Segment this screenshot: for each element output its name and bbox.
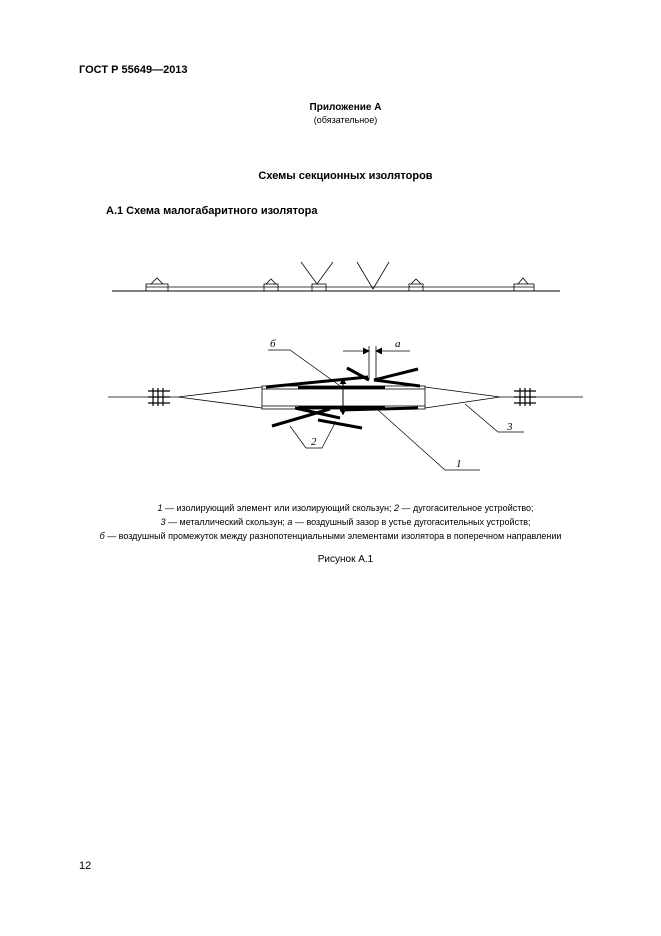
section-title: Схемы секционных изоляторов — [258, 170, 433, 182]
side-view — [112, 262, 560, 291]
annex-title: Приложение А — [309, 102, 382, 113]
subsection-title: А.1 Схема малогабаритного изолятора — [106, 205, 318, 217]
label-a: а — [395, 338, 401, 350]
label-b: б — [270, 338, 276, 350]
legend-line-3: б — воздушный промежуток между разнопотенциальными элементами изолятора в поперечном направлении — [99, 531, 562, 541]
legend-line-1: 1 — изолирующий элемент или изолирующий скользун; 2 — дугогасительное устройство; — [157, 503, 534, 513]
label-1: 1 — [456, 458, 462, 470]
page-number: 12 — [79, 860, 92, 872]
plan-view — [108, 346, 583, 470]
standard-code: ГОСТ Р 55649—2013 — [79, 64, 188, 76]
figure-caption: Рисунок А.1 — [317, 554, 374, 565]
label-3: 3 — [507, 421, 513, 433]
label-2: 2 — [311, 436, 317, 448]
clamp-left — [148, 388, 170, 406]
annex-status: (обязательное) — [313, 115, 378, 125]
clamp-right — [514, 388, 536, 406]
legend-line-2: 3 — металлический скользун; а — воздушный зазор в устье дугогасительных устройств; — [160, 517, 531, 527]
